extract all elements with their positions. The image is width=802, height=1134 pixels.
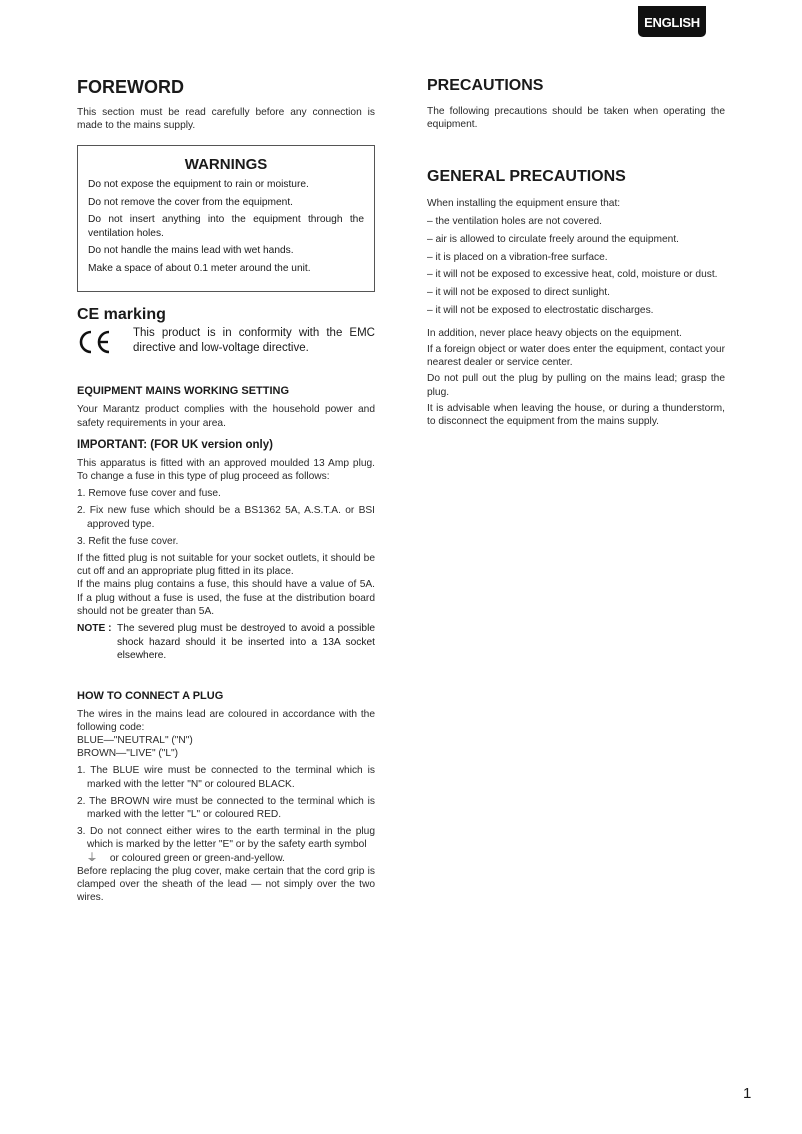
left-column bbox=[77, 76, 375, 904]
general-paragraph: In addition, never place heavy objects on the equipment. bbox=[427, 327, 682, 339]
plug-blue-code: BLUE—"NEUTRAL" ("N") bbox=[77, 734, 193, 746]
warning-item: Do not remove the cover from the equipment. bbox=[88, 196, 293, 208]
general-paragraph: It is advisable when leaving the house, or during a thunderstorm, to disconnect the equipment from the mains supply. bbox=[427, 402, 725, 428]
plug-step bbox=[77, 825, 375, 865]
connect-plug-title: HOW TO CONNECT A PLUG bbox=[77, 689, 224, 702]
page-number: 1 bbox=[743, 1085, 752, 1102]
precautions-title: PRECAUTIONS bbox=[427, 77, 544, 94]
warnings-title: WARNINGS bbox=[184, 156, 268, 174]
warnings-box bbox=[77, 145, 375, 292]
plug-step: 2. The BROWN wire must be connected to the terminal which is marked with the letter "L" or coloured RED. bbox=[77, 795, 375, 820]
uk-paragraph: If the mains plug contains a fuse, this should have a value of 5A. If a plug without a fuse is used, the fuse at the distribution board should not be greater than 5A. bbox=[77, 579, 375, 617]
plug-closing: Before replacing the plug cover, make certain that the cord grip is clamped over the sheath of the lead — not simply over the two wires. bbox=[77, 865, 375, 904]
general-intro: When installing the equipment ensure that: bbox=[427, 198, 621, 210]
general-precautions-title: GENERAL PRECAUTIONS bbox=[427, 168, 626, 186]
right-column bbox=[427, 76, 725, 428]
general-paragraph: If a foreign object or water does enter the equipment, contact your nearest dealer or service center. bbox=[427, 344, 725, 369]
precaution-item: – it will not be exposed to excessive heat, cold, moisture or dust. bbox=[427, 269, 718, 281]
precaution-item: – it will not be exposed to direct sunlight. bbox=[427, 286, 610, 298]
note-text: The severed plug must be destroyed to avoid a possible shock hazard should it be inserted into a 13A socket elsewhere. bbox=[117, 623, 375, 662]
precautions-text: The following precautions should be taken when operating the equipment. bbox=[427, 106, 725, 131]
note-label: NOTE : bbox=[77, 623, 112, 635]
warning-item: Do not handle the mains lead with wet hands. bbox=[88, 245, 294, 257]
uk-note bbox=[77, 622, 375, 663]
plug-step3-text: 3. Do not connect either wires to the earth terminal in the plug which is marked by the letter "E" or by the safety earth symbol bbox=[77, 826, 375, 851]
warning-item: Make a space of about 0.1 meter around the unit. bbox=[88, 262, 311, 274]
uk-step: 1. Remove fuse cover and fuse. bbox=[77, 488, 221, 500]
warning-item: Do not insert anything into the equipment through the ventilation holes. bbox=[88, 214, 364, 239]
precaution-item: – it will not be exposed to electrostatic discharges. bbox=[427, 304, 654, 316]
mains-setting-text: Your Marantz product complies with the household power and safety requirements in your area. bbox=[77, 404, 375, 429]
mains-setting-title: EQUIPMENT MAINS WORKING SETTING bbox=[77, 385, 290, 398]
uk-step: 3. Refit the fuse cover. bbox=[77, 535, 179, 547]
uk-paragraph: If the fitted plug is not suitable for your socket outlets, it should be cut off and an appropriate plug fitted in its place. bbox=[77, 553, 375, 578]
earth-symbol-icon: ⏚ bbox=[86, 851, 98, 864]
plug-step3-tail: or coloured green or green-and-yellow. bbox=[109, 852, 285, 864]
language-tab: ENGLISH bbox=[638, 6, 706, 37]
plug-intro: The wires in the mains lead are coloured in accordance with the following code: bbox=[77, 708, 375, 733]
ce-logo-icon bbox=[77, 326, 121, 358]
ce-marking-title: CE marking bbox=[77, 306, 166, 324]
precaution-item: – air is allowed to circulate freely around the equipment. bbox=[427, 233, 679, 245]
warning-item: Do not expose the equipment to rain or moisture. bbox=[88, 179, 309, 191]
precaution-item: – the ventilation holes are not covered. bbox=[427, 216, 602, 228]
foreword-intro: This section must be read carefully before any connection is made to the mains supply. bbox=[77, 107, 375, 132]
general-paragraph: Do not pull out the plug by pulling on the mains lead; grasp the plug. bbox=[427, 373, 725, 398]
ce-marking-row bbox=[77, 326, 375, 358]
uk-intro: This apparatus is fitted with an approved moulded 13 Amp plug. To change a fuse in this type of plug proceed as follows: bbox=[77, 457, 375, 483]
plug-brown-code: BROWN—"LIVE" ("L") bbox=[77, 748, 179, 760]
uk-important-title: IMPORTANT: (FOR UK version only) bbox=[77, 438, 273, 451]
uk-step: 2. Fix new fuse which should be a BS1362 5A, A.S.T.A. or BSI approved type. bbox=[77, 505, 375, 530]
plug-step: 1. The BLUE wire must be connected to the terminal which is marked with the letter "N" or coloured BLACK. bbox=[77, 765, 375, 790]
ce-marking-text: This product is in conformity with the EMC directive and low-voltage directive. bbox=[133, 327, 375, 355]
foreword-title: FOREWORD bbox=[77, 77, 184, 97]
precaution-item: – it is placed on a vibration-free surface. bbox=[427, 251, 608, 263]
